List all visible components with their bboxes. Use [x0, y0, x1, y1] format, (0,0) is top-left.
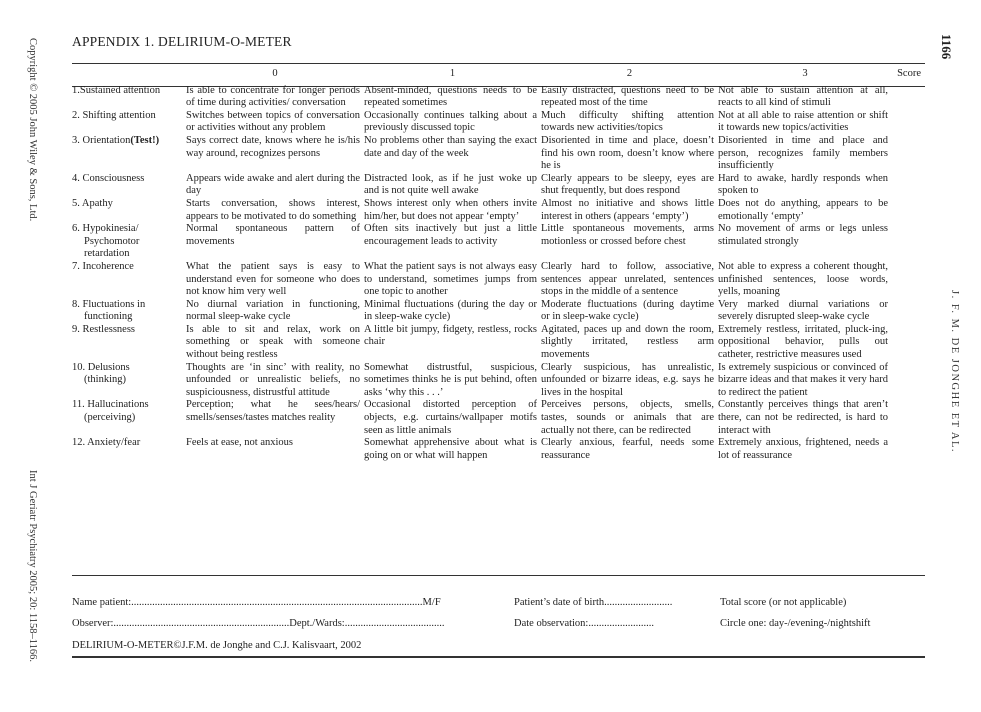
score-1-header: 1 — [449, 68, 456, 79]
criterion-0-cell: Feels at ease, not anxious — [186, 437, 294, 449]
score-cell[interactable] — [892, 173, 925, 198]
instrument-copyright: DELIRIUM-O-METER©J.F.M. de Jonghe and C.J. Kalisvaart, 2002 — [72, 640, 362, 651]
item-label — [72, 198, 186, 223]
item-label — [72, 85, 186, 110]
item-label — [72, 362, 186, 400]
criterion-2-cell: Clearly appears to be sleepy, eyes are shut frequently, but does respond — [541, 172, 714, 197]
criterion-2-cell: Almost no initiative and shows little interest in others (appears ‘empty’) — [541, 197, 714, 222]
criterion-3-cell: No movement of arms or legs unless stimulated strongly — [718, 223, 888, 247]
item-label-line: (perceiving) — [84, 412, 136, 424]
item-label-line: 5. Apathy — [72, 197, 113, 209]
score-2-header: 2 — [626, 68, 633, 79]
table-header-row — [72, 64, 925, 85]
page-title: APPENDIX 1. DELIRIUM-O-METER — [72, 34, 292, 49]
table-row — [72, 173, 925, 198]
item-label-line: functioning — [84, 311, 133, 323]
criterion-0-cell: What the patient says is easy to understand even for someone who does not know him very well — [186, 260, 360, 298]
page-number: 1166 — [939, 34, 954, 60]
item-label-line: 3. Orientation — [72, 134, 131, 146]
score-cell[interactable] — [892, 399, 925, 437]
date-observation-field[interactable]: Date observation:......................... — [514, 618, 654, 629]
table-row — [72, 135, 925, 173]
item-label — [72, 223, 186, 261]
item-label-line: 1.Sustained attention — [72, 84, 161, 96]
item-label-line: 8. Fluctuations in — [72, 298, 146, 310]
criterion-0-cell: Switches between topics of conversation or activities without any problem — [186, 109, 360, 134]
table-row — [72, 223, 925, 261]
table-row — [72, 299, 925, 324]
criterion-2-cell: Clearly suspicious, has unrealistic, unfounded or bizarre ideas, e.g. says he lives in the hospital — [541, 361, 714, 398]
criterion-3-cell: Not able to sustain attention at all, reacts to all kind of stimuli — [718, 84, 888, 109]
criterion-1-cell: Minimal fluctuations (during the day or in sleep-wake cycle) — [364, 298, 537, 323]
item-label-line: 6. Hypokinesia/ — [72, 223, 139, 235]
item-label — [72, 299, 186, 324]
criterion-3-cell: Hard to awake, hardly responds when spoken to — [718, 172, 888, 197]
criterion-2-cell: Disoriented in time and place, doesn’t find his own room, doesn’t know where he is — [541, 134, 714, 172]
criterion-1-cell: What the patient says is not always easy to understand, sometimes jumps from one topic to another — [364, 260, 537, 298]
criterion-3-cell: Does not do anything, appears to be emotionally ‘empty’ — [718, 197, 888, 222]
criterion-0-cell: Perception; what he sees/hears/ smells/senses/tastes matches reality — [186, 399, 360, 424]
criterion-2-cell: Agitated, paces up and down the room, slightly irritated, restless arm movements — [541, 323, 714, 361]
name-patient-field[interactable]: Name patient:...............................................................................................................M/F — [72, 597, 441, 608]
score-cell[interactable] — [892, 324, 925, 362]
item-label — [72, 110, 186, 135]
item-label-line: 2. Shifting attention — [72, 109, 156, 121]
table-row — [72, 198, 925, 223]
criterion-0-cell: Says correct date, knows where he is/his way around, recognizes persons — [186, 134, 360, 159]
criterion-1-cell: Occasionally continues talking about a previously discussed topic — [364, 109, 537, 134]
delirium-o-meter-table — [72, 64, 925, 462]
table-row — [72, 110, 925, 135]
criterion-1-cell: Somewhat distrustful, suspicious, sometimes thinks he is put behind, often asks ‘why this . . .’ — [364, 361, 537, 398]
criterion-0-cell: Is able to concentrate for longer periods of time during activities/ conversation — [186, 84, 360, 109]
criterion-0-cell: Is able to sit and relax, work on something or speak with someone without being restless — [186, 323, 360, 361]
criterion-0-cell: Starts conversation, shows interest, appears to be motivated to do something — [186, 197, 360, 222]
table-row — [72, 261, 925, 299]
score-cell[interactable] — [892, 362, 925, 400]
score-cell[interactable] — [892, 198, 925, 223]
item-label — [72, 324, 186, 362]
score-cell[interactable] — [892, 135, 925, 173]
criterion-3-cell: Extremely restless, irritated, pluck-ing, oppositional behavior, pulls out catheter, restrictive measures used — [718, 323, 888, 361]
journal-citation-side-text: Int J Geriatr Psychiatry 2005; 20: 1158–1166. — [27, 470, 38, 662]
item-label — [72, 437, 186, 462]
criterion-0-cell: Normal spontaneous pattern of movements — [186, 223, 360, 247]
date-of-birth-field[interactable]: Patient’s date of birth.......................... — [514, 597, 673, 608]
item-label-line: 12. Anxiety/fear — [72, 437, 141, 449]
score-cell[interactable] — [892, 261, 925, 299]
criterion-2-cell: Perceives persons, objects, smells, tastes, sounds or animals that are actually not there, can be redirected — [541, 399, 714, 436]
criterion-2-cell: Easily distracted, questions need to be repeated most of the time — [541, 84, 714, 109]
criterion-3-cell: Extremely anxious, frightened, needs a lot of reassurance — [718, 437, 888, 461]
item-label — [72, 399, 186, 437]
table-row — [72, 362, 925, 400]
table-row — [72, 324, 925, 362]
criterion-3-cell: Not able to express a coherent thought, unfinished sentences, loose words, yells, moaning — [718, 260, 888, 298]
item-label-line: Psychomotor retardation — [84, 235, 140, 260]
criterion-2-cell: Little spontaneous movements, arms motionless or crossed before chest — [541, 223, 714, 247]
item-label — [72, 261, 186, 299]
item-label — [72, 173, 186, 198]
test-marker: (Test!) — [130, 134, 160, 146]
observer-field[interactable]: Observer:...................................................................Dept./Wards:...................................... — [72, 618, 445, 629]
criterion-0-cell: Appears wide awake and alert during the day — [186, 172, 360, 197]
criterion-3-cell: Very marked diurnal variations or severely disrupted sleep-wake cycle — [718, 298, 888, 323]
criterion-3-cell: Constantly perceives things that aren’t there, can not be redirected, is hard to interact with — [718, 399, 888, 436]
criterion-3-cell: Disoriented in time and place and person, recognizes family members insufficiently — [718, 134, 888, 172]
criterion-1-cell: Often sits inactively but just a little encouragement leads to activity — [364, 223, 537, 247]
criterion-2-cell: Moderate fluctuations (during daytime or in sleep-wake cycle) — [541, 298, 714, 323]
score-cell[interactable] — [892, 437, 925, 462]
score-column-header: Score — [897, 68, 921, 79]
criterion-1-cell: A little bit jumpy, fidgety, restless, rocks chair — [364, 323, 537, 348]
item-column-header — [72, 64, 186, 85]
item-label-line: 11. Hallucinations — [72, 399, 149, 411]
item-label — [72, 135, 186, 173]
total-score-field[interactable]: Total score (or not applicable) — [720, 597, 847, 608]
item-label-line: 10. Delusions — [72, 361, 130, 373]
criterion-0-cell: No diurnal variation in functioning, normal sleep-wake cycle — [186, 298, 360, 323]
score-cell[interactable] — [892, 110, 925, 135]
item-label-line: 7. Incoherence — [72, 260, 134, 272]
criterion-1-cell: Occasional distorted perception of objects, e.g. curtains/wallpaper motifs seen as little animals — [364, 399, 537, 436]
table-row — [72, 437, 925, 462]
criterion-3-cell: Is extremely suspicious or convinced of bizarre ideas and that makes it very hard to redirect the patient — [718, 361, 888, 398]
item-label-line: (thinking) — [84, 374, 126, 386]
criterion-1-cell: Absent-minded, questions needs to be repeated sometimes — [364, 84, 537, 109]
criterion-0-cell: Thoughts are ‘in sinc’ with reality, no unfounded or unrealistic beliefs, no suspiciousness, distrustful attitude — [186, 361, 360, 398]
score-cell[interactable] — [892, 223, 925, 261]
criterion-3-cell: Not at all able to raise attention or shift it towards new topics/activities — [718, 109, 888, 134]
criterion-2-cell: Clearly anxious, fearful, needs some reassurance — [541, 437, 714, 461]
criterion-1-cell: Shows interest only when others invite him/her, but does not appear ‘empty’ — [364, 197, 537, 222]
item-label-line: 4. Consciousness — [72, 172, 145, 184]
criterion-2-cell: Clearly hard to follow, associative, sentences appear unrelated, sentences stops in the middle of a sentence — [541, 260, 714, 298]
criterion-1-cell: No problems other than saying the exact date and day of the week — [364, 134, 537, 159]
table-row — [72, 399, 925, 437]
table-row — [72, 85, 925, 110]
score-cell[interactable] — [892, 299, 925, 324]
footer-rule — [72, 656, 925, 658]
score-cell[interactable] — [892, 85, 925, 110]
copyright-side-text: Copyright © 2005 John Wiley & Sons, Ltd. — [27, 38, 38, 222]
score-0-header: 0 — [272, 68, 278, 79]
item-label-line: 9. Restlessness — [72, 323, 135, 335]
score-3-header: 3 — [802, 68, 808, 79]
shift-circle-field[interactable]: Circle one: day-/evening-/nightshift — [720, 618, 871, 629]
table-bottom-rule — [72, 575, 925, 576]
criterion-1-cell: Somewhat apprehensive about what is going on or what will happen — [364, 437, 537, 461]
criterion-1-cell: Distracted look, as if he just woke up and is not quite well awake — [364, 172, 537, 197]
criterion-2-cell: Much difficulty shifting attention towards new activities/topics — [541, 109, 714, 134]
author-running-head: J. F. M. DE JONGHE ET AL. — [949, 290, 960, 454]
